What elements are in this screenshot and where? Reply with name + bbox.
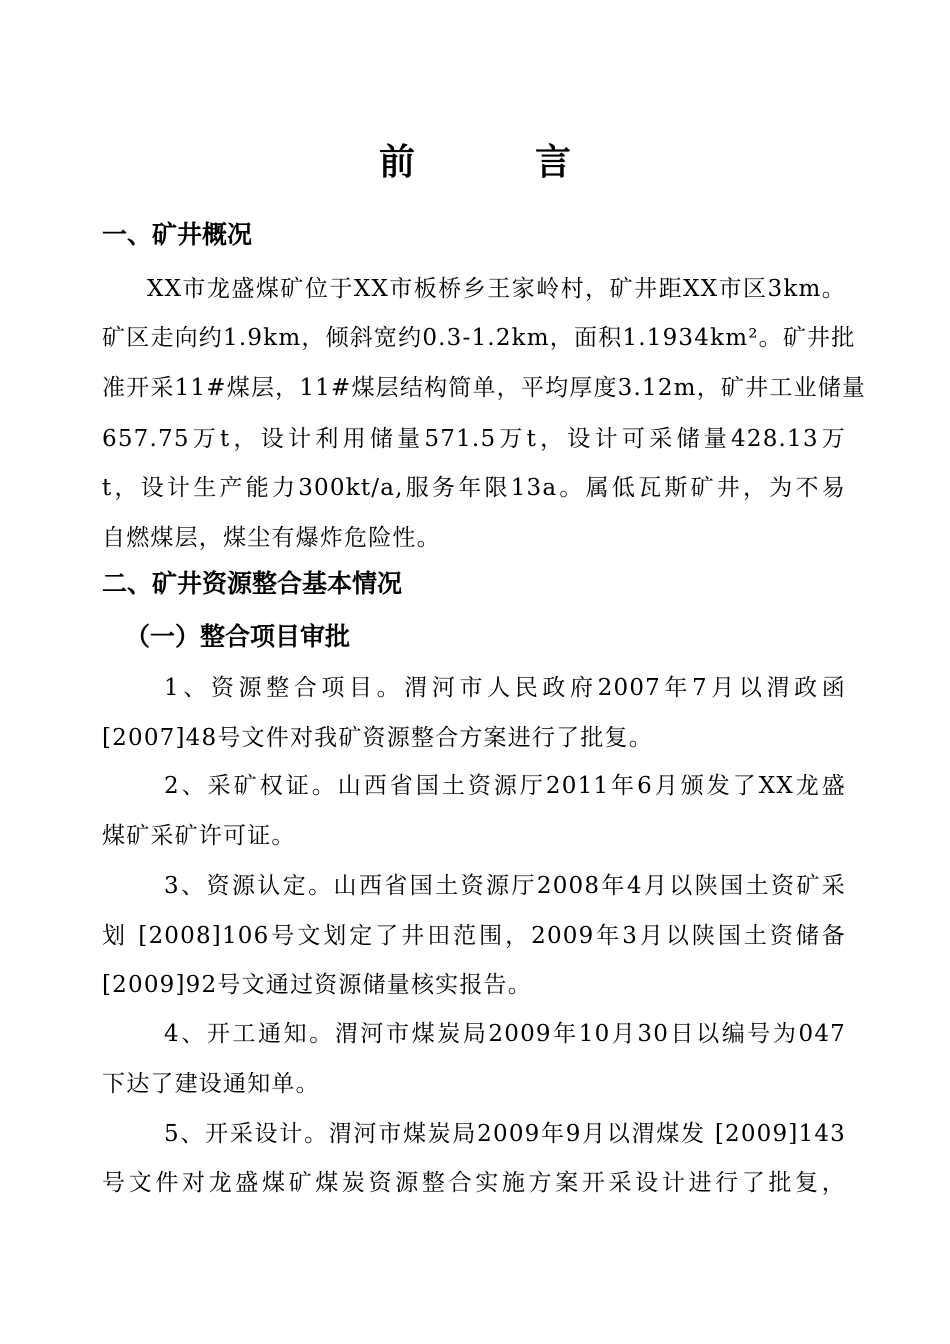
paragraph-line: [2007]48号文件对我矿资源整合方案进行了批复。 [102,725,653,751]
paragraph-line: 3、资源认定。山西省国土资源厅2008年4月以陕国土资矿采 [164,873,846,899]
paragraph-line: 自燃煤层，煤尘有爆炸危险性。 [102,525,441,551]
paragraph-line: 下达了建设通知单。 [102,1071,320,1097]
paragraph-line: [2009]92号文通过资源储量核实报告。 [102,972,532,998]
paragraph-line: 号文件对龙盛煤矿煤炭资源整合实施方案开采设计进行了批复， [102,1170,846,1196]
section-heading-resource-integration: 二、矿井资源整合基本情况 [102,569,403,598]
paragraph-line: 657.75万t，设计利用储量571.5万t，设计可采储量428.13万 [102,426,846,452]
section-heading-mine-overview: 一、矿井概况 [102,220,253,249]
paragraph-line: 1、资源整合项目。渭河市人民政府2007年7月以渭政函 [164,675,846,701]
paragraph-line: 5、开采设计。渭河市煤炭局2009年9月以渭煤发 [2009]143 [164,1121,846,1147]
paragraph-line: 2、采矿权证。山西省国土资源厅2011年6月颁发了XX龙盛 [164,773,846,799]
paragraph-line: t，设计生产能力300kt/a,服务年限13a。属低瓦斯矿井，为不易 [102,475,846,501]
paragraph-line: 矿区走向约1.9km，倾斜宽约0.3-1.2km，面积1.1934km²。矿井批 [102,325,856,351]
paragraph-line: 划 [2008]106号文划定了井田范围，2009年3月以陕国土资储备 [102,923,846,949]
paragraph-line: 准开采11#煤层，11#煤层结构简单，平均厚度3.12m，矿井工业储量 [102,375,867,401]
paragraph-line: 4、开工通知。渭河市煤炭局2009年10月30日以编号为047 [164,1021,846,1047]
paragraph-line: XX市龙盛煤矿位于XX市板桥乡王家岭村，矿井距XX市区3km。 [147,276,846,302]
paragraph-line: 煤矿采矿许可证。 [102,823,296,849]
page-title: 前 言 [378,141,613,183]
subsection-heading-project-approval: （一）整合项目审批 [125,622,351,651]
